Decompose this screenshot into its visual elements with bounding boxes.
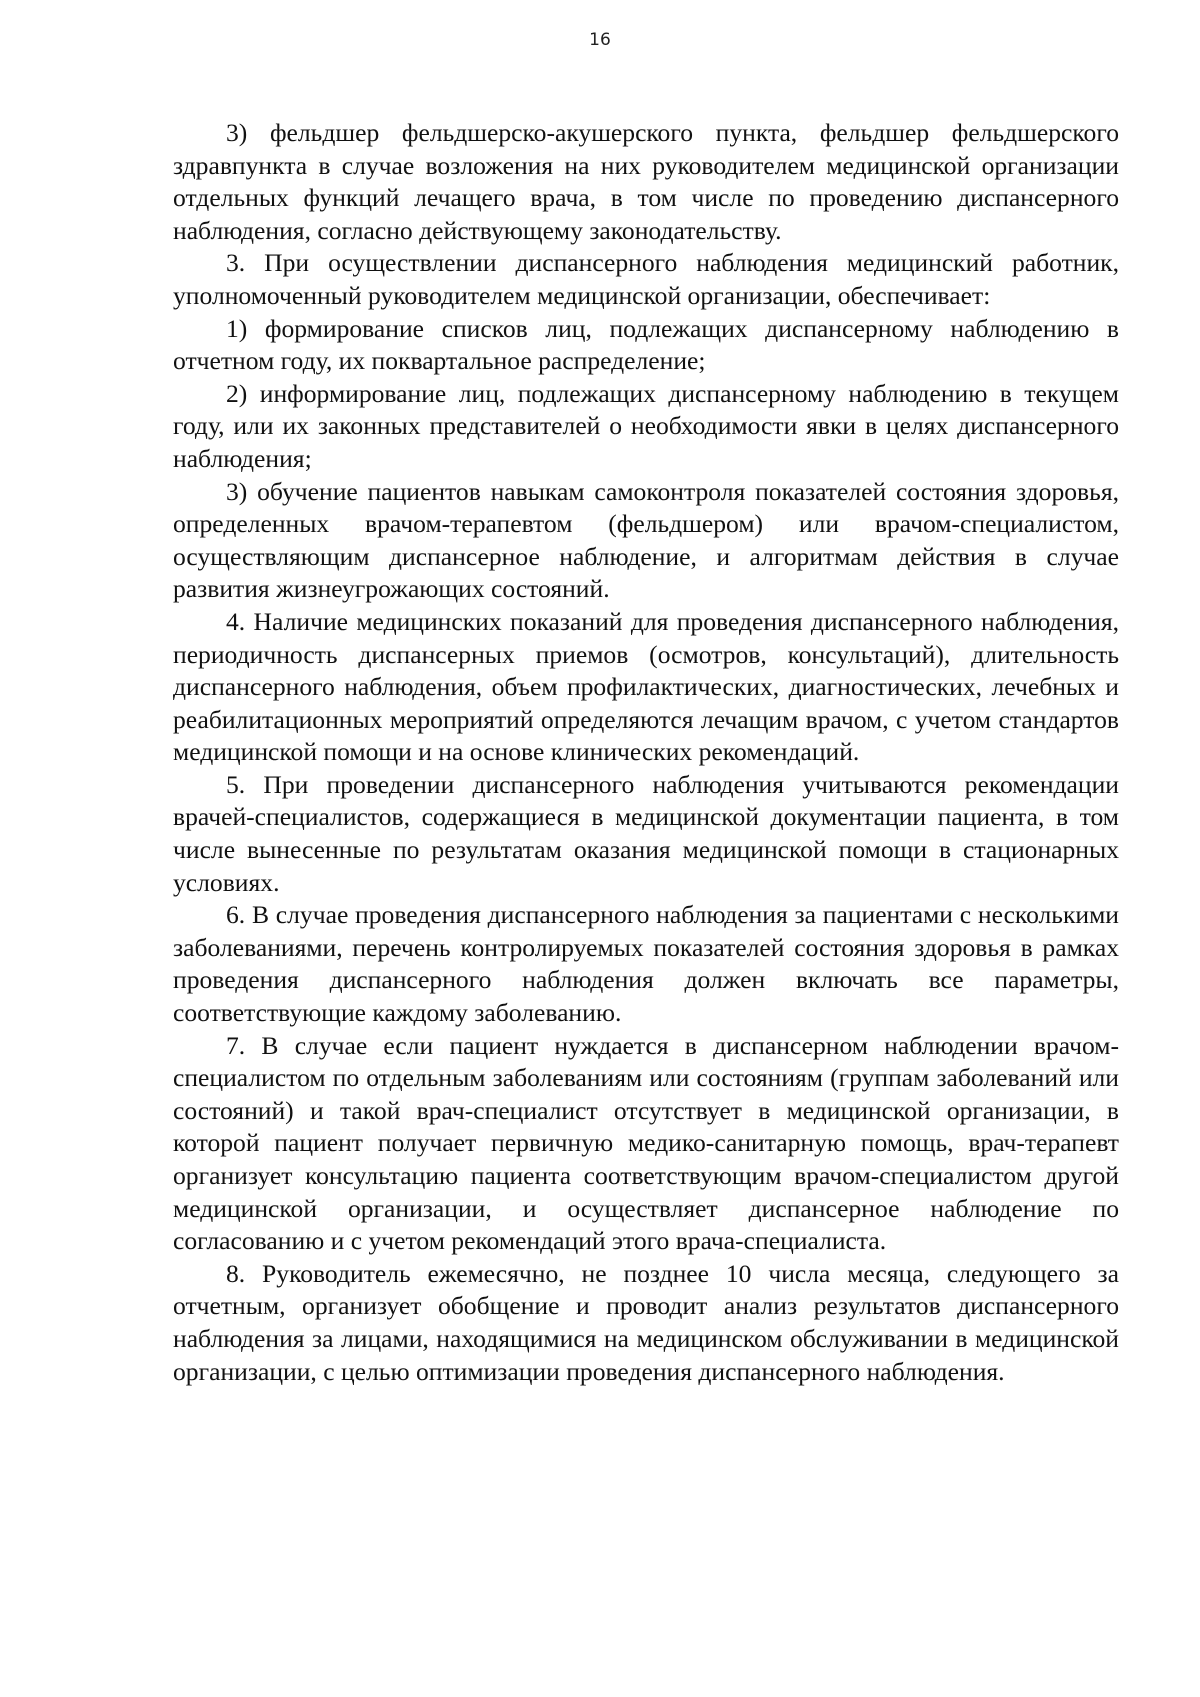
- paragraph-6-multiple-diseases: 6. В случае проведения диспансерного наблюдения за пациентами с несколькими заболеваниями, перечень контролируемых показателей состояния здоровья в рамках проведения диспансерного наблюдения должен включать все параметры, соответствующие каждому заболеванию.: [173, 900, 1119, 1028]
- paragraph-3-obligations: 3. При осуществлении диспансерного наблюдения медицинский работник, уполномоченный руководителем медицинской организации, обеспечивает:: [173, 248, 1119, 310]
- page-number: 16: [589, 30, 611, 50]
- paragraph-item-3-feldsher: 3) фельдшер фельдшерско-акушерского пункта, фельдшер фельдшерского здравпункта в случае возложения на них руководителем медицинской организации отдельных функций лечащего врача, в том числе по проведению диспансерного наблюдения, согласно действующему законодательству.: [173, 118, 1119, 245]
- paragraph-5-recommendations: 5. При проведении диспансерного наблюдения учитываются рекомендации врачей-специалистов, содержащиеся в медицинской документации пациента, в том числе вынесенные по результатам оказания медицинской помощи в стационарных условиях.: [173, 769, 1119, 897]
- paragraph-item-1-lists: 1) формирование списков лиц, подлежащих диспансерному наблюдению в отчетном году, их поквартальное распределение;: [173, 313, 1119, 376]
- document-body: [173, 117, 1119, 1388]
- paragraph-4-indications: 4. Наличие медицинских показаний для проведения диспансерного наблюдения, периодичность диспансерных приемов (осмотров, консультаций), длительность диспансерного наблюдения, объем профилактических, диагностических, лечебных и реабилитационных мероприятий определяются лечащим врачом, с учетом стандартов медицинской помощи и на основе клинических рекомендаций.: [173, 606, 1119, 767]
- paragraph-8-monthly-analysis: 8. Руководитель ежемесячно, не позднее 10 числа месяца, следующего за отчетным, организует обобщение и проводит анализ результатов диспансерного наблюдения за лицами, находящимися на медицинском обслуживании в медицинской организации, с целью оптимизации проведения диспансерного наблюдения.: [173, 1258, 1119, 1386]
- paragraph-item-3-training: 3) обучение пациентов навыкам самоконтроля показателей состояния здоровья, определенных врачом-терапевтом (фельдшером) или врачом-специалистом, осуществляющим диспансерное наблюдение, и алгоритмам действия в случае развития жизнеугрожающих состояний.: [173, 476, 1119, 604]
- paragraph-7-specialist-absent: 7. В случае если пациент нуждается в диспансерном наблюдении врачом-специалистом по отдельным заболеваниям или состояниям (группам заболеваний или состояний) и такой врач-специалист отсутствует в медицинской организации, в которой пациент получает первичную медико-санитарную помощь, врач-терапевт организует консультацию пациента соответствующим врачом-специалистом другой медицинской организации, и осуществляет диспансерное наблюдение по согласованию и с учетом рекомендаций этого врача-специалиста.: [173, 1030, 1119, 1256]
- paragraph-item-2-informing: 2) информирование лиц, подлежащих диспансерному наблюдению в текущем году, или их законных представителей о необходимости явки в целях диспансерного наблюдения;: [173, 378, 1119, 473]
